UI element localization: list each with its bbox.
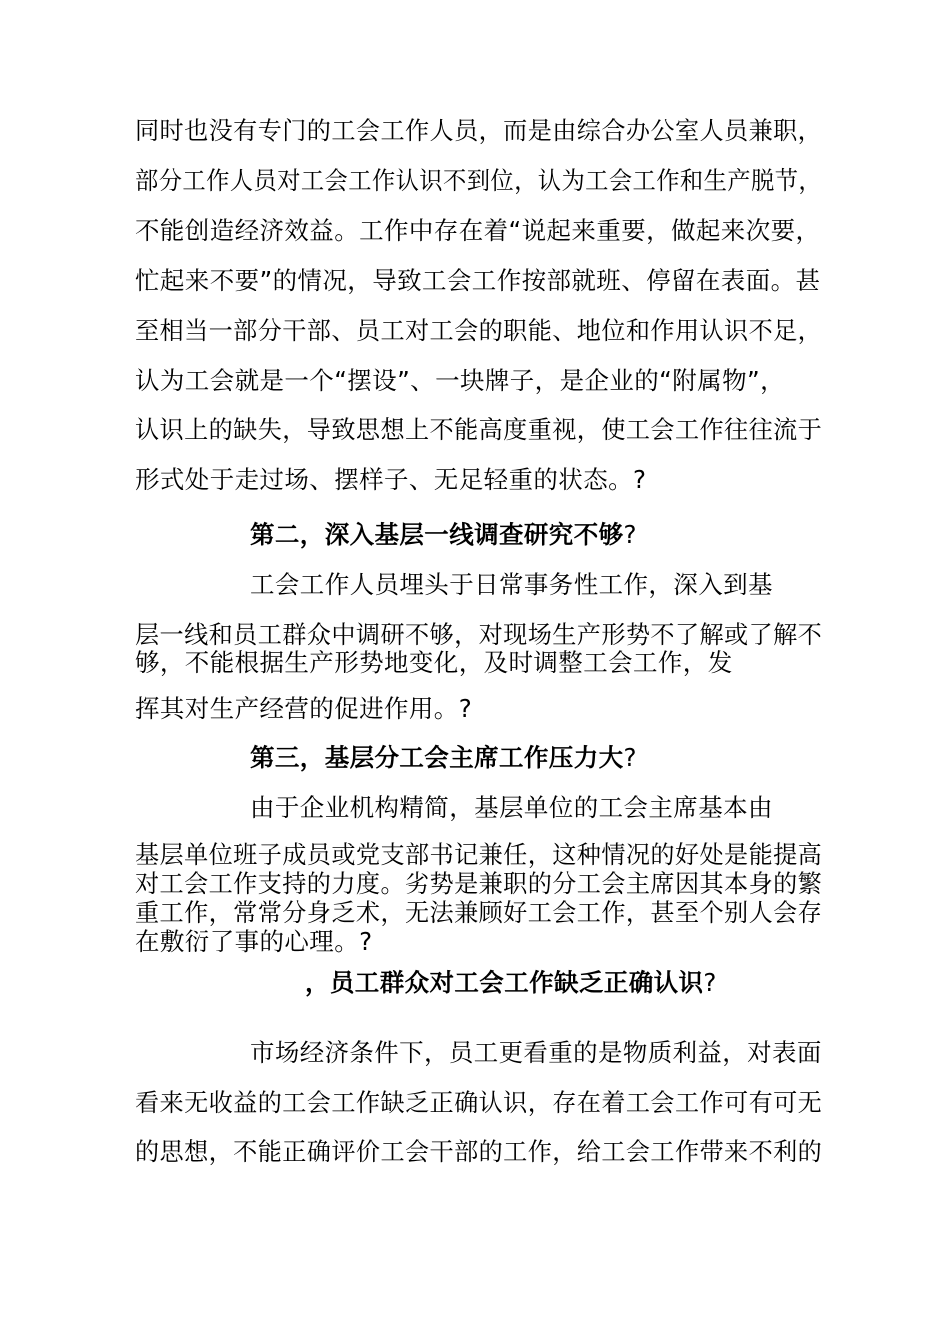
- heading-mark: ?: [623, 520, 637, 549]
- paragraph-line: 市场经济条件下，员工更看重的是物质利益，对表面: [250, 1038, 822, 1067]
- paragraph-line: 不能创造经济效益。工作中存在着“说起来重要，做起来次要，: [135, 216, 821, 245]
- section-heading: [250, 520, 637, 550]
- section-heading: [305, 968, 717, 998]
- heading-mark: ?: [703, 968, 717, 997]
- paragraph-line: 工会工作人员埋头于日常事务性工作，深入到基: [250, 570, 773, 599]
- paragraph-line: 认识上的缺失，导致思想上不能高度重视，使工会工作往往流于: [135, 415, 823, 444]
- section-heading-text: ，员工群众对工会工作缺乏正确认识: [305, 968, 704, 997]
- section-heading-text: 第三，基层分工会主席工作压力大: [250, 743, 624, 772]
- heading-mark: ?: [623, 743, 637, 772]
- paragraph-line: 看来无收益的工会工作缺乏正确认识，存在着工会工作可有可无: [135, 1088, 823, 1117]
- paragraph-line: 挥其对生产经营的促进作用。?: [135, 694, 473, 723]
- paragraph-line: 的思想，不能正确评价工会干部的工作，给工会工作带来不利的: [135, 1137, 823, 1166]
- paragraph-line: 形式处于走过场、摆样子、无足轻重的状态。?: [135, 465, 647, 494]
- paragraph-line: 忙起来不要”的情况，导致工会工作按部就班、停留在表面。甚: [135, 266, 821, 295]
- section-heading-text: 第二，深入基层一线调查研究不够: [250, 520, 624, 549]
- paragraph-line: 重工作，常常分身乏术，无法兼顾好工会工作，甚至个别人会存: [135, 898, 823, 927]
- paragraph-line: 层一线和员工群众中调研不够，对现场生产形势不了解或了解不: [135, 620, 823, 649]
- paragraph-line: 对工会工作支持的力度。劣势是兼职的分工会主席因其本身的繁: [135, 869, 823, 898]
- paragraph-line: 在敷衍了事的心理。?: [135, 927, 373, 956]
- paragraph-line: 认为工会就是一个“摆设”、一块牌子，是企业的“附属物”，: [135, 366, 785, 395]
- paragraph-line: 部分工作人员对工会工作认识不到位，认为工会工作和生产脱节，: [135, 166, 823, 195]
- paragraph-line: 由于企业机构精简，基层单位的工会主席基本由: [250, 793, 773, 822]
- paragraph-line: 至相当一部分干部、员工对工会的职能、地位和作用认识不足，: [135, 316, 823, 345]
- section-heading: [250, 743, 637, 773]
- paragraph-line: 够，不能根据生产形势地变化，及时调整工会工作，发: [135, 648, 733, 677]
- paragraph-line: 同时也没有专门的工会工作人员，而是由综合办公室人员兼职，: [135, 116, 823, 145]
- paragraph-line: 基层单位班子成员或党支部书记兼任，这种情况的好处是能提高: [135, 840, 823, 869]
